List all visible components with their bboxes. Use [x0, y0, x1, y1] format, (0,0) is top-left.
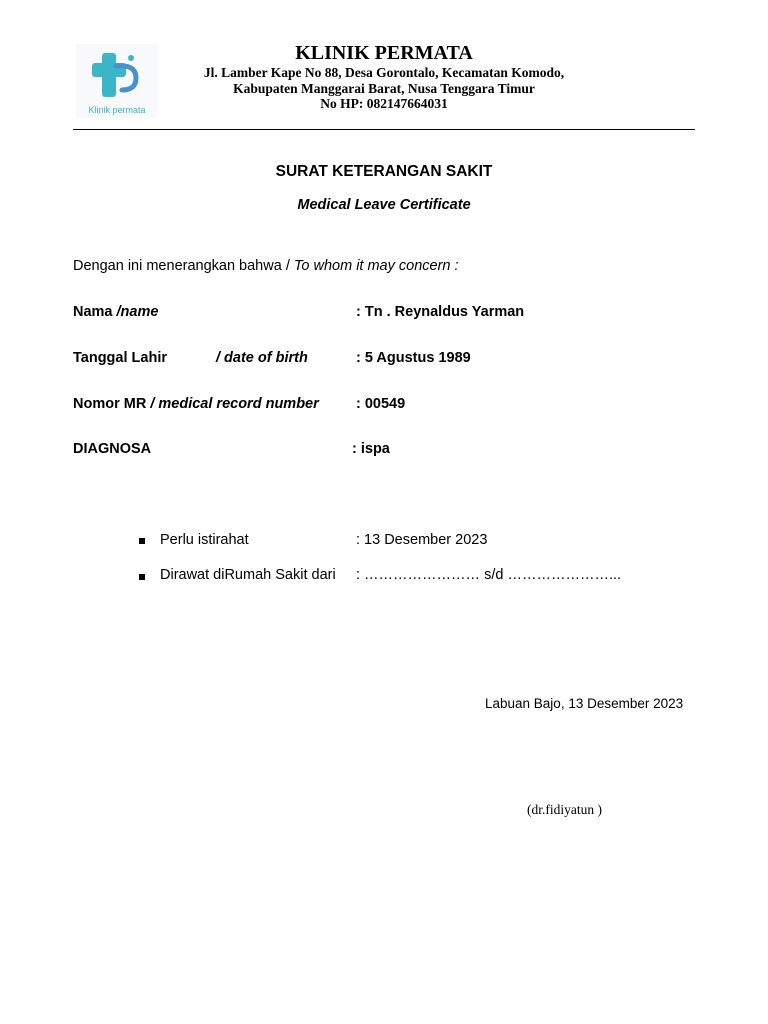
hospital-label: Dirawat diRumah Sakit dari	[160, 567, 336, 583]
hospital-value: : …………………… s/d …………………...	[356, 567, 622, 583]
dob-value: : 5 Agustus 1989	[356, 350, 471, 366]
bullet-icon	[139, 574, 145, 580]
name-label-en: /name	[116, 304, 159, 320]
place-date: Labuan Bajo, 13 Desember 2023	[485, 696, 684, 711]
document-title: SURAT KETERANGAN SAKIT	[275, 163, 493, 180]
dob-label-en: / date of birth	[216, 350, 308, 366]
intro-en: To whom it may concern :	[293, 258, 459, 274]
logo-text: Klinik permata	[88, 105, 146, 115]
document-subtitle: Medical Leave Certificate	[297, 197, 471, 213]
header-divider	[73, 129, 695, 130]
dob-label: Tanggal Lahir	[73, 350, 167, 366]
address-line-2: Kabupaten Manggarai Barat, Nusa Tenggara Timur	[233, 81, 535, 96]
name-label	[73, 304, 158, 320]
rest-value: : 13 Desember 2023	[356, 532, 488, 548]
mr-label-id: Nomor MR	[73, 396, 151, 412]
name-value: : Tn . Reynaldus Yarman	[356, 304, 525, 320]
address-line-1: Jl. Lamber Kape No 88, Desa Gorontalo, Kecamatan Komodo,	[203, 65, 565, 80]
rest-label: Perlu istirahat	[160, 532, 249, 548]
mr-label	[73, 396, 319, 412]
name-label-id: Nama	[73, 304, 117, 320]
phone-number: No HP: 082147664031	[320, 96, 448, 111]
clinic-name: KLINIK PERMATA	[295, 42, 473, 64]
intro-id: Dengan ini menerangkan bahwa /	[73, 258, 294, 274]
intro-text	[73, 258, 459, 274]
doctor-signature-name: (dr.fidiyatun )	[527, 802, 602, 817]
diagnosis-value: : ispa	[352, 441, 390, 457]
bullet-icon	[139, 538, 145, 544]
mr-label-en: / medical record number	[150, 396, 319, 412]
diagnosis-label: DIAGNOSA	[73, 441, 152, 457]
mr-value: : 00549	[356, 396, 406, 412]
